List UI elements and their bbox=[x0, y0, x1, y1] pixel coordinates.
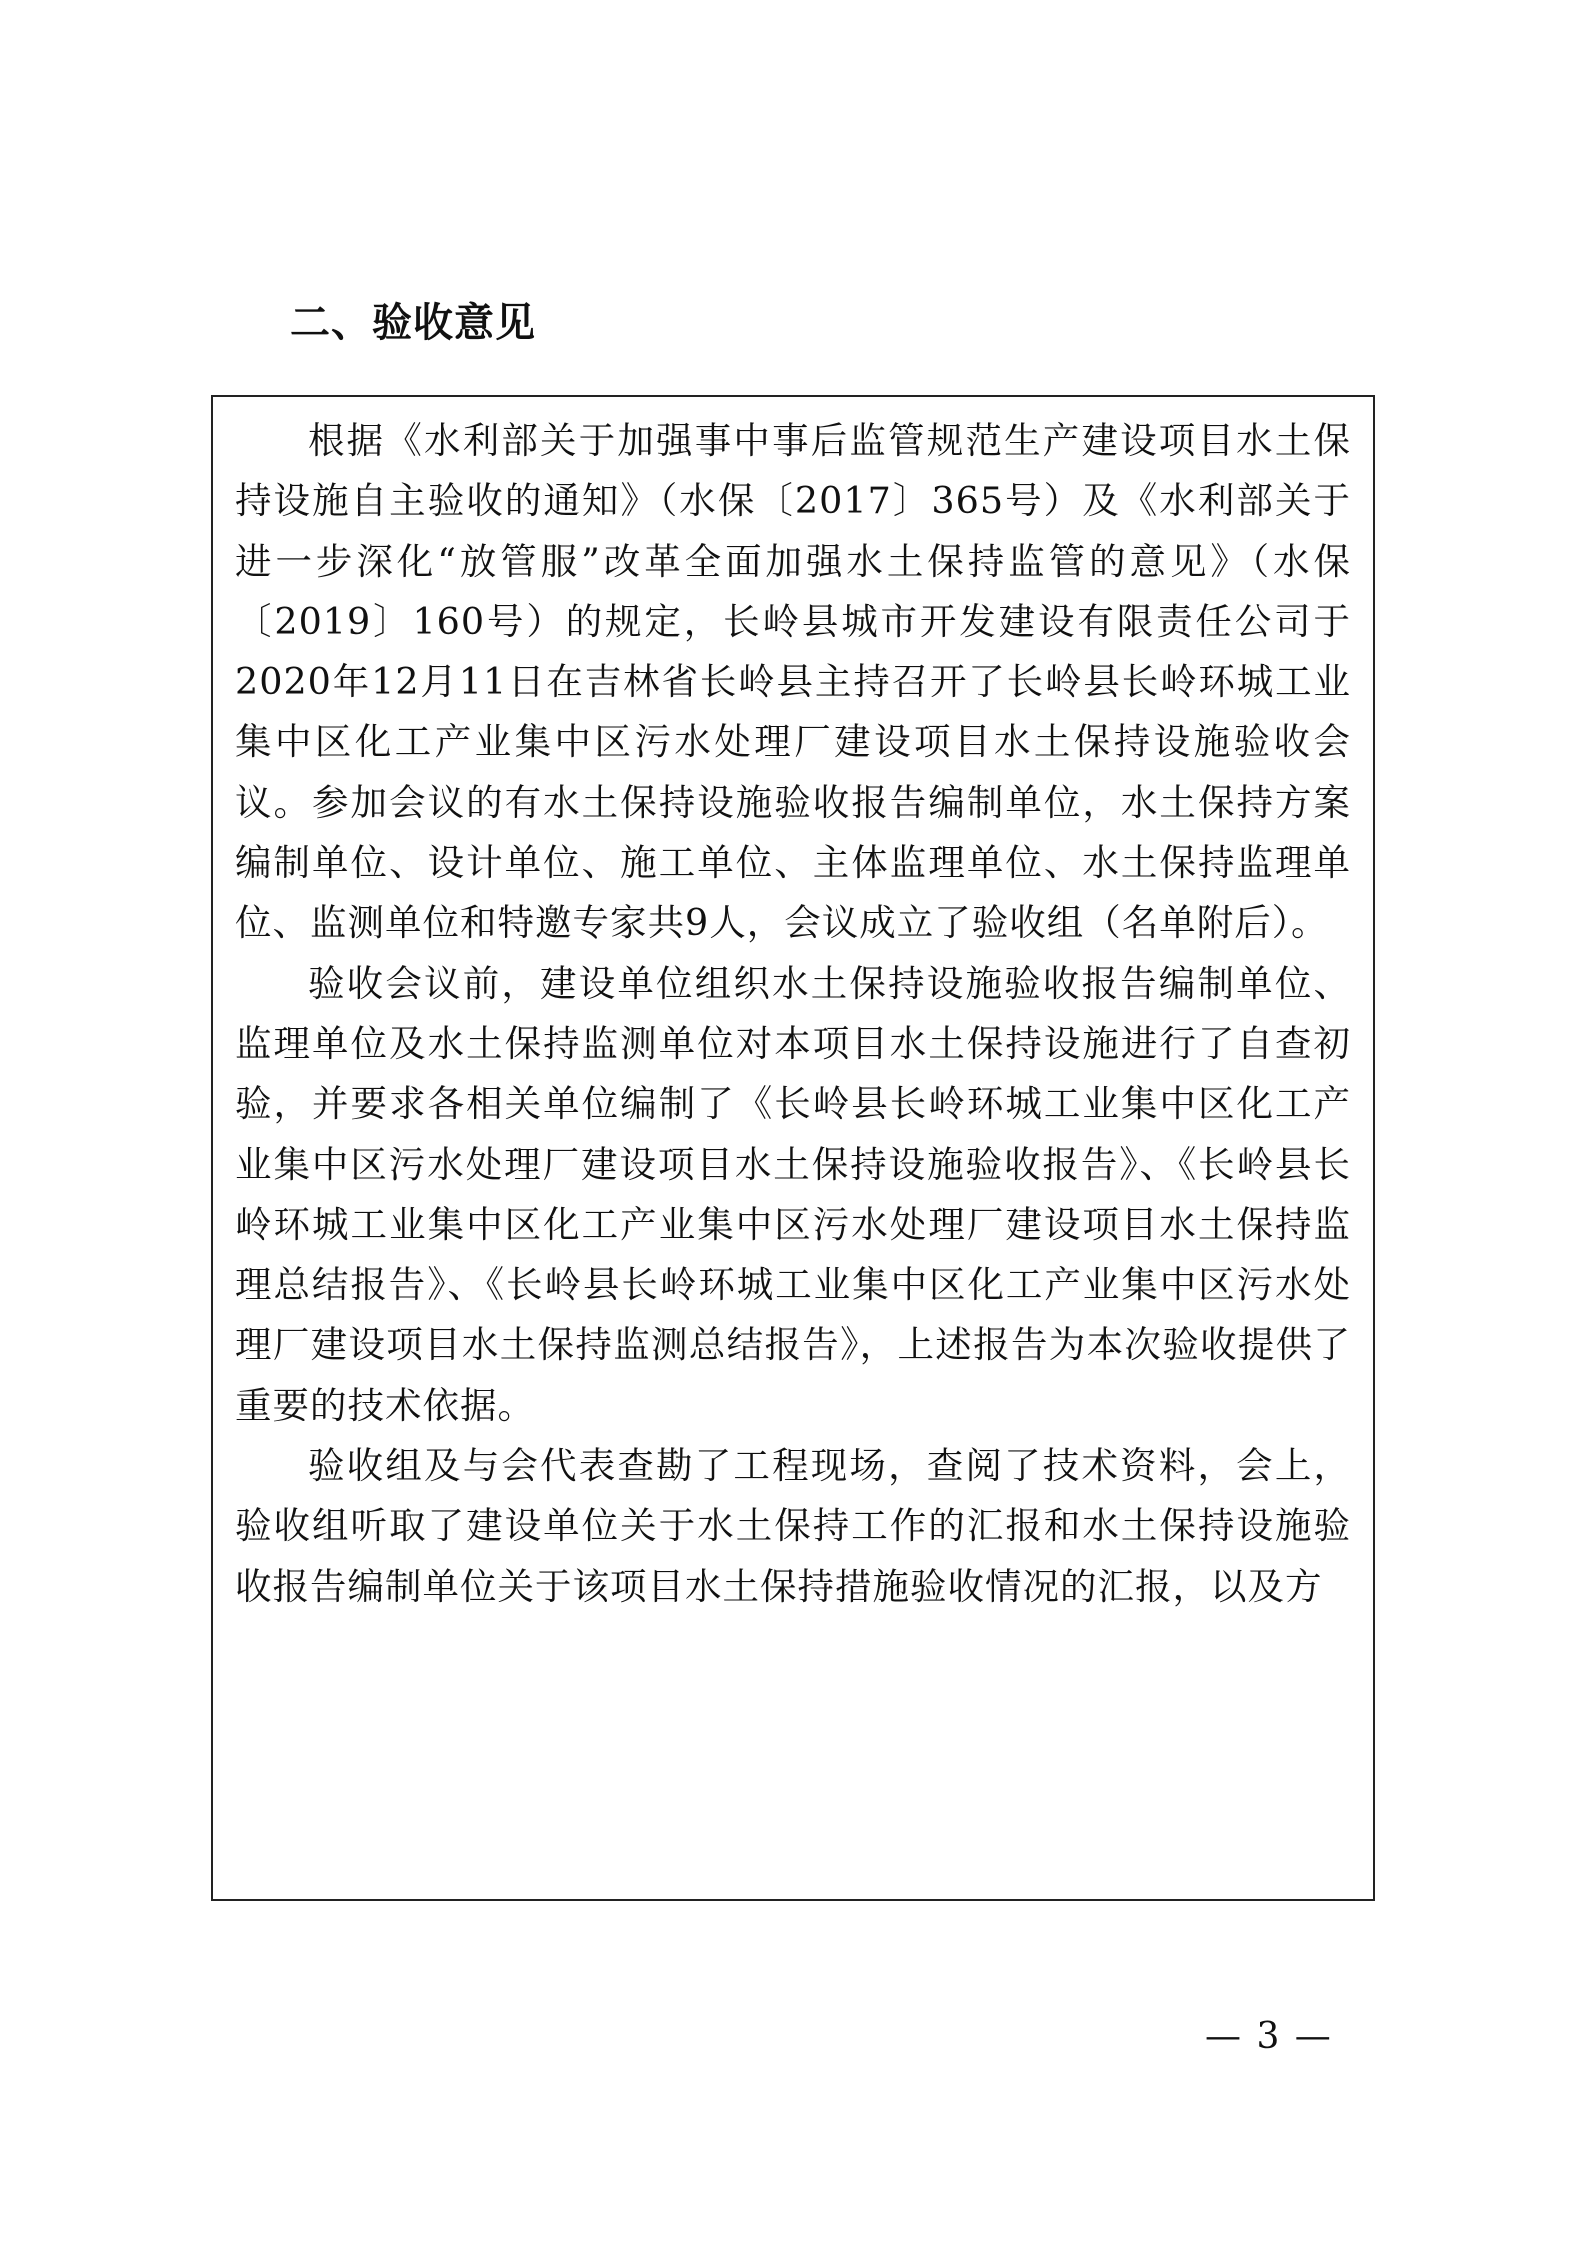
opinion-paragraph-2: 验收会议前，建设单位组织水土保持设施验收报告编制单位、监理单位及水土保持监测单位对本项目水土保持设施进行了自查初验，并要求各相关单位编制了《长岭县长岭环城工业集中区化工产业集中区污水处理厂建设项目水土保持设施验收报告》、《长岭县长岭环城工业集中区化工产业集中区污水处理厂建设项目水土保持监理总结报告》、《长岭县长岭环城工业集中区化工产业集中区污水处理厂建设项目水土保持监测总结报告》，上述报告为本次验收提供了重要的技术依据。 bbox=[235, 961, 1351, 1427]
opinion-paragraph-1: 根据《水利部关于加强事中事后监管规范生产建设项目水土保持设施自主验收的通知》（水保〔2017〕365号）及《水利部关于进一步深化“放管服”改革全面加强水土保持监管的意见》（水保〔2019〕160号）的规定，长岭县城市开发建设有限责任公司于2020年12月11日在吉林省长岭县主持召开了长岭县长岭环城工业集中区化工产业集中区污水处理厂建设项目水土保持设施验收会议。参加会议的有水土保持设施验收报告编制单位，水土保持方案编制单位、设计单位、施工单位、主体监理单位、水土保持监理单位、监测单位和特邀专家共9人，会议成立了验收组（名单附后）。 bbox=[235, 419, 1351, 945]
opinion-paragraph-3: 验收组及与会代表查勘了工程现场，查阅了技术资料，会上，验收组听取了建设单位关于水土保持工作的汇报和水土保持设施验收报告编制单位关于该项目水土保持措施验收情况的汇报，以及方 bbox=[235, 1444, 1351, 1608]
page-number: — 3 — bbox=[1205, 2016, 1333, 2057]
acceptance-opinion-box bbox=[211, 395, 1375, 1901]
section-heading: 二、验收意见 bbox=[290, 300, 536, 346]
